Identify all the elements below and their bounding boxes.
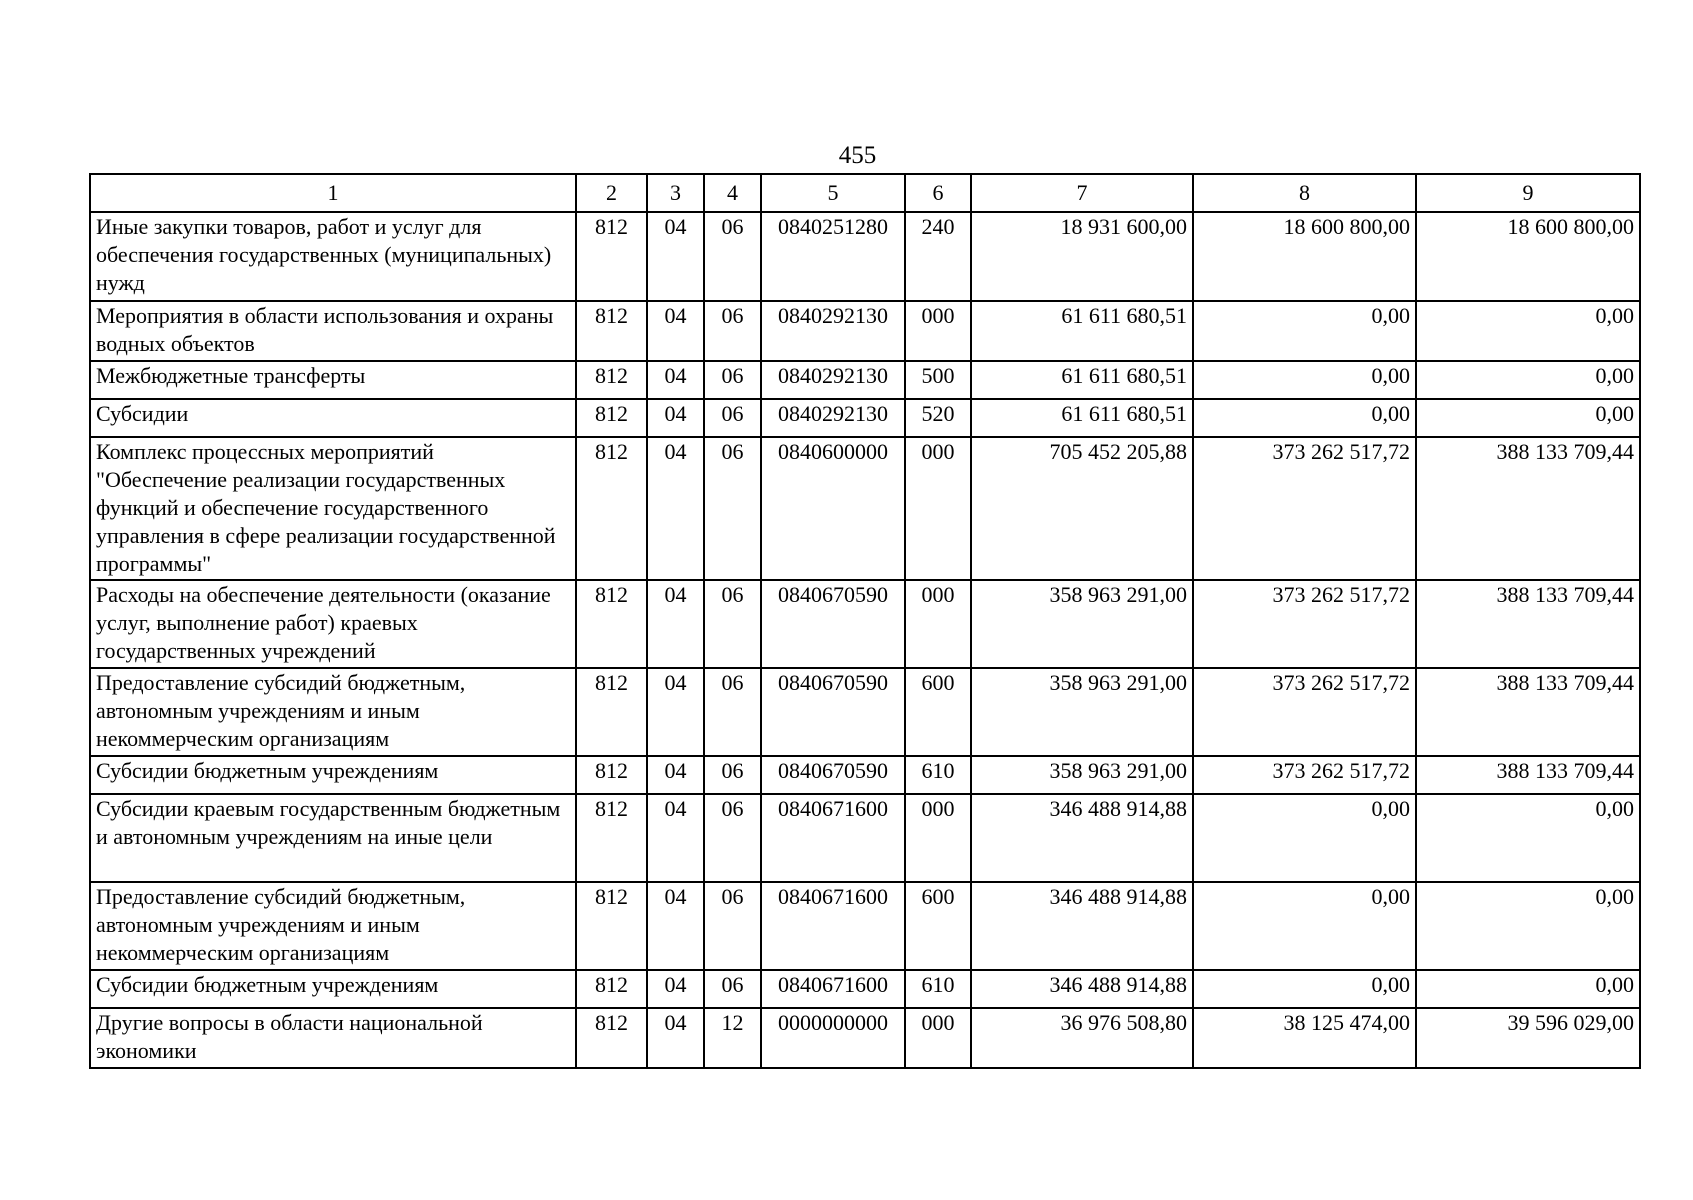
row-name: Субсидии bbox=[90, 399, 576, 437]
table-row bbox=[90, 301, 1640, 361]
cell-c9: 0,00 bbox=[1416, 882, 1640, 970]
cell-c7: 61 611 680,51 bbox=[971, 361, 1193, 399]
cell-c7: 358 963 291,00 bbox=[971, 580, 1193, 668]
cell-c3: 04 bbox=[647, 399, 704, 437]
cell-c5: 0840292130 bbox=[761, 361, 905, 399]
cell-c9: 388 133 709,44 bbox=[1416, 437, 1640, 580]
page-number: 455 bbox=[838, 142, 877, 169]
row-name: Предоставление субсидий бюджетным, автономным учреждениям и иным некоммерческим организациям bbox=[90, 668, 576, 756]
cell-c6: 000 bbox=[905, 580, 971, 668]
cell-c7: 705 452 205,88 bbox=[971, 437, 1193, 580]
column-header: 7 bbox=[971, 174, 1193, 212]
cell-c3: 04 bbox=[647, 437, 704, 580]
cell-c9: 0,00 bbox=[1416, 794, 1640, 882]
column-header: 8 bbox=[1193, 174, 1416, 212]
cell-c5: 0840292130 bbox=[761, 399, 905, 437]
column-header: 3 bbox=[647, 174, 704, 212]
cell-c7: 358 963 291,00 bbox=[971, 668, 1193, 756]
row-name: Субсидии бюджетным учреждениям bbox=[90, 970, 576, 1008]
cell-c3: 04 bbox=[647, 301, 704, 361]
cell-c3: 04 bbox=[647, 882, 704, 970]
cell-c4: 06 bbox=[704, 794, 761, 882]
cell-c6: 610 bbox=[905, 970, 971, 1008]
cell-c7: 346 488 914,88 bbox=[971, 882, 1193, 970]
table-row bbox=[90, 580, 1640, 668]
cell-c8: 0,00 bbox=[1193, 361, 1416, 399]
cell-c3: 04 bbox=[647, 580, 704, 668]
cell-c2: 812 bbox=[576, 301, 647, 361]
column-header: 1 bbox=[90, 174, 576, 212]
cell-c3: 04 bbox=[647, 756, 704, 794]
cell-c5: 0840671600 bbox=[761, 970, 905, 1008]
table-row bbox=[90, 970, 1640, 1008]
cell-c2: 812 bbox=[576, 361, 647, 399]
cell-c2: 812 bbox=[576, 756, 647, 794]
cell-c3: 04 bbox=[647, 1008, 704, 1068]
row-name: Мероприятия в области использования и охраны водных объектов bbox=[90, 301, 576, 361]
table-row bbox=[90, 756, 1640, 794]
cell-c2: 812 bbox=[576, 970, 647, 1008]
table-row bbox=[90, 794, 1640, 882]
cell-c5: 0000000000 bbox=[761, 1008, 905, 1068]
cell-c6: 000 bbox=[905, 1008, 971, 1068]
row-name: Субсидии бюджетным учреждениям bbox=[90, 756, 576, 794]
cell-c2: 812 bbox=[576, 794, 647, 882]
row-name: Субсидии краевым государственным бюджетным и автономным учреждениям на иные цели bbox=[90, 794, 576, 882]
cell-c2: 812 bbox=[576, 399, 647, 437]
table-body bbox=[90, 212, 1640, 1068]
cell-c7: 18 931 600,00 bbox=[971, 212, 1193, 301]
cell-c6: 520 bbox=[905, 399, 971, 437]
column-header: 9 bbox=[1416, 174, 1640, 212]
cell-c8: 373 262 517,72 bbox=[1193, 756, 1416, 794]
table-row bbox=[90, 882, 1640, 970]
cell-c4: 06 bbox=[704, 437, 761, 580]
cell-c5: 0840600000 bbox=[761, 437, 905, 580]
cell-c9: 0,00 bbox=[1416, 399, 1640, 437]
cell-c8: 0,00 bbox=[1193, 399, 1416, 437]
cell-c8: 0,00 bbox=[1193, 970, 1416, 1008]
cell-c6: 000 bbox=[905, 301, 971, 361]
cell-c7: 358 963 291,00 bbox=[971, 756, 1193, 794]
cell-c4: 06 bbox=[704, 301, 761, 361]
cell-c6: 600 bbox=[905, 882, 971, 970]
cell-c6: 000 bbox=[905, 794, 971, 882]
cell-c2: 812 bbox=[576, 1008, 647, 1068]
cell-c3: 04 bbox=[647, 794, 704, 882]
cell-c9: 0,00 bbox=[1416, 970, 1640, 1008]
cell-c9: 388 133 709,44 bbox=[1416, 668, 1640, 756]
cell-c7: 36 976 508,80 bbox=[971, 1008, 1193, 1068]
cell-c2: 812 bbox=[576, 668, 647, 756]
table-row bbox=[90, 1008, 1640, 1068]
cell-c3: 04 bbox=[647, 212, 704, 301]
cell-c5: 0840251280 bbox=[761, 212, 905, 301]
cell-c5: 0840670590 bbox=[761, 756, 905, 794]
cell-c8: 373 262 517,72 bbox=[1193, 668, 1416, 756]
cell-c2: 812 bbox=[576, 437, 647, 580]
cell-c9: 388 133 709,44 bbox=[1416, 756, 1640, 794]
cell-c5: 0840670590 bbox=[761, 580, 905, 668]
cell-c8: 373 262 517,72 bbox=[1193, 437, 1416, 580]
cell-c4: 12 bbox=[704, 1008, 761, 1068]
cell-c3: 04 bbox=[647, 668, 704, 756]
cell-c8: 0,00 bbox=[1193, 794, 1416, 882]
cell-c9: 0,00 bbox=[1416, 361, 1640, 399]
cell-c4: 06 bbox=[704, 580, 761, 668]
table-row bbox=[90, 361, 1640, 399]
cell-c6: 600 bbox=[905, 668, 971, 756]
row-name: Другие вопросы в области национальной экономики bbox=[90, 1008, 576, 1068]
cell-c6: 000 bbox=[905, 437, 971, 580]
cell-c4: 06 bbox=[704, 756, 761, 794]
cell-c6: 500 bbox=[905, 361, 971, 399]
row-name: Комплекс процессных мероприятий "Обеспечение реализации государственных функций и обеспечение государственного управления в сфере реализации государственной программы" bbox=[90, 437, 576, 580]
row-name: Расходы на обеспечение деятельности (оказание услуг, выполнение работ) краевых государственных учреждений bbox=[90, 580, 576, 668]
column-header: 5 bbox=[761, 174, 905, 212]
column-header: 2 bbox=[576, 174, 647, 212]
cell-c3: 04 bbox=[647, 361, 704, 399]
cell-c5: 0840671600 bbox=[761, 794, 905, 882]
table-row bbox=[90, 399, 1640, 437]
cell-c4: 06 bbox=[704, 399, 761, 437]
row-name: Иные закупки товаров, работ и услуг для обеспечения государственных (муниципальных) нужд bbox=[90, 212, 576, 301]
cell-c2: 812 bbox=[576, 580, 647, 668]
cell-c8: 373 262 517,72 bbox=[1193, 580, 1416, 668]
column-header: 6 bbox=[905, 174, 971, 212]
cell-c3: 04 bbox=[647, 970, 704, 1008]
cell-c2: 812 bbox=[576, 212, 647, 301]
cell-c6: 610 bbox=[905, 756, 971, 794]
budget-table bbox=[89, 173, 1641, 1069]
cell-c7: 346 488 914,88 bbox=[971, 794, 1193, 882]
table-row bbox=[90, 212, 1640, 301]
cell-c4: 06 bbox=[704, 361, 761, 399]
cell-c8: 38 125 474,00 bbox=[1193, 1008, 1416, 1068]
row-name: Предоставление субсидий бюджетным, автономным учреждениям и иным некоммерческим организациям bbox=[90, 882, 576, 970]
cell-c8: 0,00 bbox=[1193, 301, 1416, 361]
cell-c5: 0840670590 bbox=[761, 668, 905, 756]
cell-c7: 61 611 680,51 bbox=[971, 399, 1193, 437]
cell-c9: 0,00 bbox=[1416, 301, 1640, 361]
cell-c9: 18 600 800,00 bbox=[1416, 212, 1640, 301]
cell-c9: 388 133 709,44 bbox=[1416, 580, 1640, 668]
cell-c8: 0,00 bbox=[1193, 882, 1416, 970]
row-name: Межбюджетные трансферты bbox=[90, 361, 576, 399]
table-row bbox=[90, 668, 1640, 756]
cell-c8: 18 600 800,00 bbox=[1193, 212, 1416, 301]
cell-c5: 0840671600 bbox=[761, 882, 905, 970]
header-row bbox=[90, 174, 1640, 212]
cell-c5: 0840292130 bbox=[761, 301, 905, 361]
column-header: 4 bbox=[704, 174, 761, 212]
cell-c9: 39 596 029,00 bbox=[1416, 1008, 1640, 1068]
cell-c2: 812 bbox=[576, 882, 647, 970]
cell-c4: 06 bbox=[704, 970, 761, 1008]
cell-c7: 346 488 914,88 bbox=[971, 970, 1193, 1008]
cell-c4: 06 bbox=[704, 668, 761, 756]
cell-c4: 06 bbox=[704, 882, 761, 970]
table-row bbox=[90, 437, 1640, 580]
cell-c4: 06 bbox=[704, 212, 761, 301]
cell-c6: 240 bbox=[905, 212, 971, 301]
cell-c7: 61 611 680,51 bbox=[971, 301, 1193, 361]
